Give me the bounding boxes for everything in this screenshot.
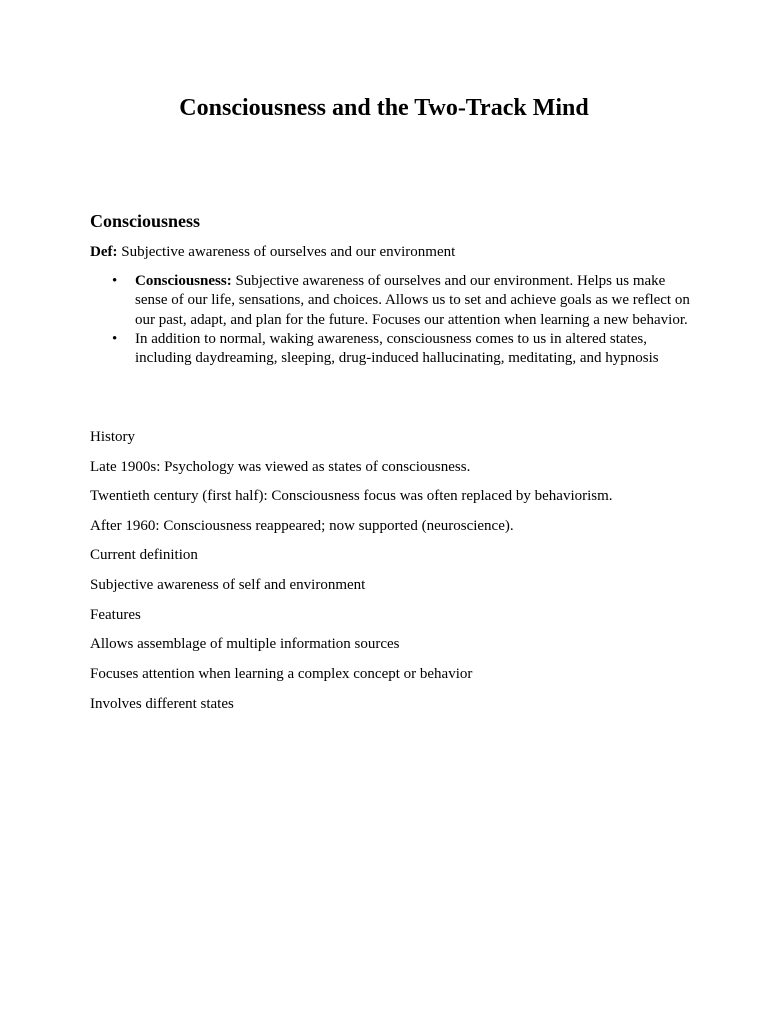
definition-text: Subjective awareness of ourselves and our environment bbox=[117, 244, 456, 260]
bullet-term: Consciousness: bbox=[135, 273, 232, 289]
paragraph-involves-states: Involves different states bbox=[90, 696, 234, 712]
section-heading: Consciousness bbox=[90, 211, 201, 231]
paragraph-subjective-awareness: Subjective awareness of self and environment bbox=[90, 577, 366, 593]
paragraph-allows-assemblage: Allows assemblage of multiple information sources bbox=[90, 636, 400, 652]
bullet-text: In addition to normal, waking awareness, consciousness comes to us in altered states, including daydreaming, sleeping, drug-induced hallucinating, meditating, and hypnosis bbox=[135, 330, 659, 367]
paragraph-current-definition: Current definition bbox=[90, 547, 198, 563]
definition-label: Def: bbox=[90, 244, 118, 260]
list-item bbox=[90, 272, 690, 330]
document-title: Consciousness and the Two-Track Mind bbox=[179, 95, 589, 121]
bullet-icon: • bbox=[112, 273, 118, 289]
paragraph-after-1960: After 1960: Consciousness reappeared; now supported (neuroscience). bbox=[90, 518, 514, 534]
bullet-icon: • bbox=[112, 330, 118, 347]
bullet-text: Subjective awareness of ourselves and our environment. Helps us make sense of our life, sensations, and choices. Allows us to set and achieve goals as we reflect on our past, adapt, and plan for the future. Focuses our attention when learning a new behavior. bbox=[135, 273, 690, 328]
paragraph-features: Features bbox=[90, 607, 141, 623]
paragraph-history: History bbox=[90, 429, 135, 445]
paragraph-twentieth-century: Twentieth century (first half): Consciousness focus was often replaced by behaviorism. bbox=[90, 488, 613, 504]
bullet-list bbox=[90, 272, 690, 368]
list-item bbox=[90, 330, 690, 369]
paragraph-late-1900s: Late 1900s: Psychology was viewed as states of consciousness. bbox=[90, 459, 471, 475]
paragraph-focuses-attention: Focuses attention when learning a complex concept or behavior bbox=[90, 666, 473, 682]
definition-line bbox=[90, 243, 455, 262]
